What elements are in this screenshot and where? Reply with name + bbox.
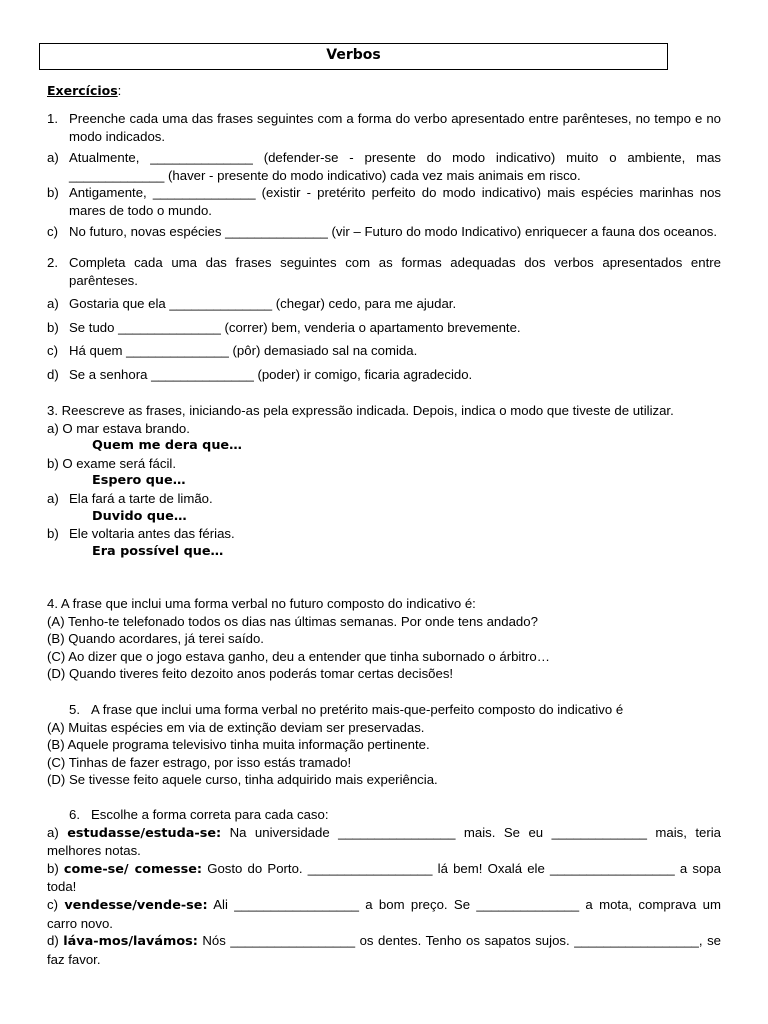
- item-text: Na universidade ________________ mais. Se eu _____________ mais, teria melhores notas.: [47, 824, 721, 859]
- item-label: a): [47, 150, 59, 166]
- option-d: (D) Quando tiveres feito dezoito anos poderás tomar certas decisões!: [47, 666, 454, 682]
- item-text: Se a senhora ______________ (poder) ir comigo, ficaria agradecido.: [69, 366, 473, 382]
- question-text: 3. Reescreve as frases, iniciando-as pela expressão indicada. Depois, indica o modo que tiveste de utilizar.: [47, 403, 674, 418]
- list-item: [47, 860, 721, 896]
- question-3: [47, 402, 721, 560]
- list-item: [47, 184, 721, 219]
- list-item: [47, 295, 721, 313]
- cue-b: Espero que…: [92, 473, 186, 489]
- list-item: [47, 342, 721, 360]
- item-label: b): [47, 185, 59, 201]
- question-text: Preenche cada uma das frases seguintes com a forma do verbo apresentado entre parênteses, no tempo e no modo indicados.: [69, 111, 721, 144]
- option-b: (B) Quando acordares, já terei saído.: [47, 631, 264, 647]
- question-number: 1.: [47, 111, 58, 126]
- question-2: [47, 254, 721, 384]
- page-title: Verbos: [39, 43, 668, 70]
- item-text: Ela fará a tarte de limão.: [69, 490, 213, 506]
- verb-options: come-se/ comesse:: [63, 861, 202, 877]
- list-item: [47, 525, 721, 543]
- item-text: Gostaria que ela ______________ (chegar) cedo, para me ajudar.: [69, 296, 457, 312]
- list-item: [47, 223, 721, 241]
- item-text: Gosto do Porto. _________________ lá bem! Oxalá ele _________________ a sopa toda!: [47, 860, 721, 895]
- option-d: (D) Se tivesse feito aquele curso, tinha adquirido mais experiência.: [47, 772, 438, 788]
- verb-options: estudasse/estuda-se:: [67, 825, 222, 841]
- question-text: Completa cada uma das frases seguintes com as formas adequadas dos verbos apresentados entre parênteses.: [69, 255, 721, 288]
- question-4: [47, 595, 721, 683]
- item-text: Há quem ______________ (pôr) demasiado sal na comida.: [69, 343, 418, 359]
- exercises-colon: :: [117, 83, 122, 98]
- item-label: b): [47, 319, 59, 335]
- question-text: A frase que inclui uma forma verbal no pretérito mais-que-perfeito composto do indicativo é: [91, 702, 624, 717]
- exercises-label: Exercícios: [47, 83, 118, 98]
- question-1-prompt: [47, 110, 721, 145]
- item-text: Ele voltaria antes das férias.: [69, 526, 235, 542]
- item-text: Nós _________________ os dentes. Tenho os sapatos sujos. _________________, se faz favor.: [47, 933, 721, 967]
- item-text: No futuro, novas espécies ______________ (vir – Futuro do modo Indicativo) enriquecer a fauna dos oceanos.: [69, 223, 718, 239]
- exercises-header: [47, 82, 721, 100]
- item-text: Atualmente, ______________ (defender-se - presente do modo indicativo) muito o ambiente, mas _____________ (haver - presente do modo indicativo) cada vez mais animais em risco.: [69, 150, 721, 183]
- item-label: a): [47, 296, 59, 312]
- verb-options: láva-mos/lavámos:: [63, 934, 198, 950]
- item-label: a): [47, 490, 59, 506]
- option-a: (A) Tenho-te telefonado todos os dias nas últimas semanas. Por onde tens andado?: [47, 613, 538, 629]
- list-item: [47, 366, 721, 384]
- question-1: [47, 110, 721, 240]
- item-label: a): [47, 824, 59, 840]
- option-c: (C) Tinhas de fazer estrago, por isso estás tramado!: [47, 754, 352, 770]
- question-text: 4. A frase que inclui uma forma verbal no futuro composto do indicativo é:: [47, 596, 476, 611]
- cue-c: Duvido que…: [92, 508, 187, 524]
- sentence-a: a) O mar estava brando.: [47, 420, 190, 436]
- list-item: [47, 490, 721, 508]
- list-item: [47, 149, 721, 184]
- question-number: 6.: [69, 807, 80, 822]
- option-c: (C) Ao dizer que o jogo estava ganho, deu a entender que tinha subornado o árbitro…: [47, 648, 550, 664]
- question-number: 2.: [47, 255, 58, 270]
- question-number: 5.: [69, 702, 80, 717]
- list-item: [47, 319, 721, 337]
- question-6-prompt: [47, 806, 721, 824]
- item-label: b): [47, 860, 59, 876]
- item-label: d): [47, 933, 59, 949]
- item-label: c): [47, 223, 58, 239]
- question-text: Escolhe a forma correta para cada caso:: [91, 807, 329, 822]
- item-text: Se tudo ______________ (correr) bem, venderia o apartamento brevemente.: [69, 319, 521, 335]
- item-text: Ali _________________ a bom preço. Se ______________ a mota, comprava um carro novo.: [47, 896, 721, 931]
- option-a: (A) Muitas espécies em via de extinção deviam ser preservadas.: [47, 719, 425, 735]
- cue-a: Quem me dera que…: [92, 438, 242, 454]
- question-2-prompt: [47, 254, 721, 289]
- item-text: Antigamente, ______________ (existir - pretérito perfeito do modo indicativo) mais espécies marinhas nos mares de todo o mundo.: [69, 185, 721, 218]
- sentence-b: b) O exame será fácil.: [47, 455, 176, 471]
- item-label: b): [47, 526, 59, 542]
- list-item: [47, 932, 721, 968]
- question-6: [47, 806, 721, 968]
- item-label: d): [47, 366, 59, 382]
- cue-d: Era possível que…: [92, 543, 224, 559]
- question-5-prompt: [47, 701, 721, 719]
- option-b: (B) Aquele programa televisivo tinha muita informação pertinente.: [47, 737, 430, 753]
- question-5: [47, 701, 721, 789]
- list-item: [47, 824, 721, 860]
- item-label: c): [47, 343, 58, 359]
- verb-options: vendesse/vende-se:: [64, 897, 208, 913]
- item-label: c): [47, 896, 58, 912]
- list-item: [47, 896, 721, 932]
